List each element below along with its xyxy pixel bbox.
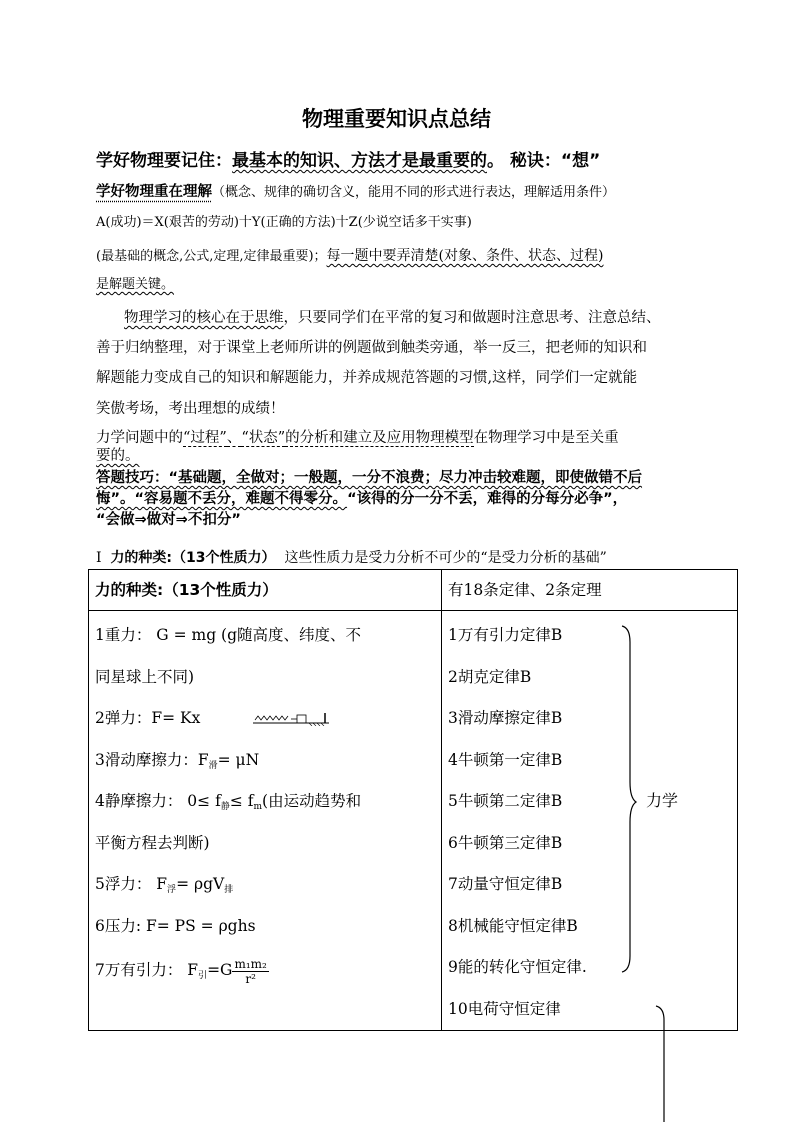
mechanics-line2 [96, 444, 140, 465]
buoy-label: 5浮力： F [95, 875, 168, 893]
spring-icon [251, 712, 331, 726]
mechanics-line1 [96, 426, 619, 447]
tips-line2 [96, 487, 627, 508]
force-elastic-text: 2弹力：F= Kx [95, 709, 201, 727]
understanding-line [96, 180, 615, 201]
law-10: 10电荷守恒定律 [448, 999, 561, 1018]
mechanics-model: 的分析和建立及应用物理模型 [285, 430, 474, 446]
section-number: Ⅰ [96, 550, 102, 566]
friction-label: 3滑动摩擦力：F [95, 750, 209, 769]
law-5: 5牛顿第二定律B [448, 792, 563, 810]
static-label: 4静摩擦力： 0≤ f [95, 792, 221, 810]
buoy-sub: 浮 [167, 885, 177, 895]
para-line1 [124, 306, 661, 327]
force-gravity-cont: 同星球上不同) [95, 667, 195, 686]
tips-text2a: 悔”。“容易题不丢分，难题不得零分。 [96, 491, 348, 507]
success-formula: A(成功)＝X(艰苦的劳动)十Y(正确的方法)十Z(少说空话多干实事) [96, 215, 472, 230]
section-label: 力的种类:（13个性质力） [110, 550, 276, 566]
para-line1-rest: ，只要同学们在平常的复习和做题时注意思考、注意总结、 [283, 310, 661, 326]
mechanics-brace [622, 626, 636, 972]
motto-emphasis: 最基本的知识、方法才是最重要的 [232, 151, 487, 171]
mechanics-process: “过程” [183, 430, 227, 446]
para-line2: 善于归纳整理，对于课堂上老师所讲的例题做到触类旁通，举一反三，把老师的知识和 [96, 340, 647, 356]
motto-lead: 学好物理要记住： [96, 151, 232, 171]
force-pressure: 6压力: F= PS = ρghs [95, 916, 256, 935]
section-heading [96, 547, 607, 567]
friction-sub: 滑 [208, 760, 218, 771]
force-gravity: 1重力： G = mg (g随高度、纬度、不 [95, 626, 362, 644]
buoy-sub2: 排 [224, 885, 234, 895]
static-sub: 静 [220, 802, 230, 812]
tips-text1: 答题技巧：“基础题，全做对；一般题，一分不浪费；尽力冲击较难题，即使做错不后 [96, 470, 643, 486]
para-emphasis: 物理学习的核心在于思维 [124, 310, 284, 326]
law-9: 9能的转化守恒定律. [448, 958, 587, 976]
forces-cell [89, 611, 442, 1031]
law-1: 1万有引力定律B [448, 626, 563, 644]
force-static-friction [95, 781, 435, 823]
basics-part3: 是解题关键。 [96, 277, 175, 292]
law-8: 8机械能守恒定律B [448, 916, 578, 935]
grav-fraction [232, 957, 268, 986]
basics-part2: 每一题中要弄清楚(对象、条件、状态、过程) [326, 248, 604, 264]
law-3: 3滑动摩擦定律B [448, 709, 563, 727]
left-header: 力的种类:（13个性质力） [95, 581, 278, 599]
para-line4: 笑傲考场，考出理想的成绩！ [96, 401, 285, 417]
right-header: 有18条定律、2条定理 [448, 581, 602, 599]
grav-numerator: m₁m₂ [234, 956, 267, 971]
brace-graphic [600, 620, 680, 1122]
para-line3: 解题能力变成自己的知识和解题能力，并养成规范答题的习惯,这样，同学们一定就能 [96, 370, 638, 386]
right-header-cell [442, 570, 738, 611]
table-header-row [89, 570, 738, 611]
law-7: 7动量守恒定律B [448, 875, 563, 893]
force-elastic [95, 698, 435, 740]
motto-line [96, 146, 600, 171]
mechanics-end: 要的。 [96, 448, 140, 464]
force-static-cont: 平衡方程去判断) [95, 833, 210, 852]
law-6: 6牛顿第三定律B [448, 833, 563, 852]
laws-cell [442, 611, 738, 1031]
basics-line [96, 245, 603, 265]
tips-line1 [96, 466, 642, 487]
tips-line3: “会做⇒做对⇒不扣分” [96, 512, 241, 528]
buoy-formula: = ρgV [176, 875, 225, 893]
force-gravitation [95, 947, 435, 993]
law-2: 2胡克定律B [448, 667, 532, 686]
grav-label: 7万有引力： F [95, 961, 199, 979]
mechanics-brace-label: 力学 [646, 791, 679, 810]
basics-line2 [96, 273, 174, 292]
page-title: 物理重要知识点总结 [302, 107, 491, 131]
grav-eq: =G [207, 961, 233, 979]
understanding-lead: 学好物理重在理解 [96, 184, 212, 200]
mechanics-pre: 力学问题中的 [96, 430, 183, 446]
friction-formula: = μN [217, 750, 260, 769]
force-buoyancy [95, 864, 435, 906]
next-brace [656, 1006, 664, 1122]
static-mid: ≤ f [229, 792, 254, 810]
motto-tail: 。 秘诀：“想” [487, 151, 601, 171]
tips-text2b: “该得的分一分不丢，难得的分每分必争”， [347, 491, 628, 507]
basics-part1: (最基础的概念,公式,定理,定律最重要)； [96, 249, 327, 264]
static-rest: (由运动趋势和 [262, 792, 362, 810]
force-sliding-friction [95, 740, 435, 782]
law-4: 4牛顿第一定律B [448, 750, 563, 769]
grav-denominator: r² [245, 971, 256, 986]
mechanics-post: 在物理学习中是至关重 [473, 430, 619, 446]
section-note: 这些性质力是受力分析不可少的“是受力分析的基础” [284, 550, 607, 566]
left-header-cell [89, 570, 442, 611]
grav-sub: 引 [198, 971, 208, 981]
mechanics-state: “状态” [241, 430, 286, 446]
mechanics-sep: 、 [226, 430, 242, 446]
static-sub2: m [253, 802, 263, 812]
understanding-rest: （概念、规律的确切含义，能用不同的形式进行表达，理解适用条件） [212, 185, 616, 200]
